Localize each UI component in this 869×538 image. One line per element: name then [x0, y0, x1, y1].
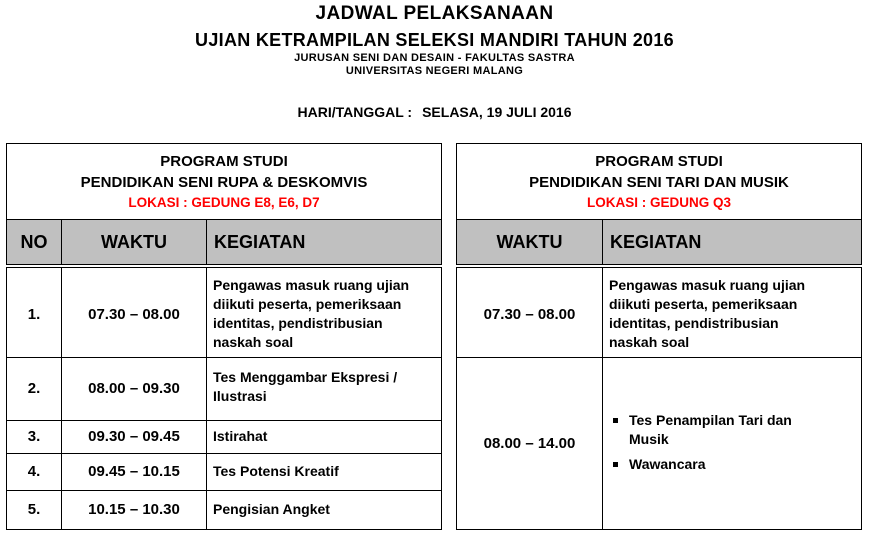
right-column-header — [456, 219, 862, 265]
right-col-kegiatan: KEGIATAN — [610, 231, 702, 252]
left-column-header — [6, 219, 442, 265]
bullet-item-2: Wawancara — [607, 455, 792, 474]
right-row-2-waktu: 08.00 – 14.00 — [483, 435, 576, 452]
table-row-4-no: 4. — [27, 463, 41, 480]
right-location: LOKASI : GEDUNG Q3 — [586, 195, 731, 210]
university-line: UNIVERSITAS NEGERI MALANG — [345, 65, 524, 77]
table-row-3-waktu: 09.30 – 09.45 — [88, 428, 180, 445]
table-row-5-no: 5. — [27, 501, 41, 518]
left-program-title — [6, 143, 442, 220]
left-title-line2: PENDIDIKAN SENI RUPA & DESKOMVIS — [80, 174, 368, 191]
bullet-icon — [613, 462, 618, 467]
right-col-waktu: WAKTU — [496, 231, 563, 252]
right-title-line2: PENDIDIKAN SENI TARI DAN MUSIK — [529, 174, 789, 191]
doc-subtitle: UJIAN KETRAMPILAN SELEKSI MANDIRI TAHUN 2016 — [195, 30, 674, 50]
schedule-date — [0, 104, 869, 120]
table-row-2-kegiatan: Tes Menggambar Ekspresi / Ilustrasi — [213, 369, 398, 404]
table-row-1-no: 1. — [27, 306, 41, 323]
left-title-line1: PROGRAM STUDI — [160, 153, 288, 170]
table-row-2-waktu: 08.00 – 09.30 — [88, 380, 180, 397]
right-row-1-kegiatan: Pengawas masuk ruang ujian diikuti peserta, pemeriksaan identitas, pendistribusian naskah soal — [609, 277, 806, 350]
right-row-1-waktu: 07.30 – 08.00 — [483, 306, 576, 323]
doc-title: JADWAL PELAKSANAAN — [315, 3, 554, 24]
table-row-5-kegiatan: Pengisian Angket — [213, 501, 330, 517]
table-row-4-kegiatan: Tes Potensi Kreatif — [213, 463, 339, 479]
date-label: HARI/TANGGAL : — [297, 104, 413, 120]
bullet-icon — [613, 418, 618, 423]
right-row-2-kegiatan — [607, 411, 792, 474]
table-row-2-no: 2. — [27, 380, 41, 397]
bullet-item-1: Tes Penampilan Tari dan Musik — [607, 411, 792, 449]
right-title-line1: PROGRAM STUDI — [595, 153, 723, 170]
table-row-4-waktu: 09.45 – 10.15 — [88, 463, 180, 480]
col-waktu: WAKTU — [101, 231, 167, 252]
left-location: LOKASI : GEDUNG E8, E6, D7 — [128, 195, 320, 210]
department-line: JURUSAN SENI DAN DESAIN - FAKULTAS SASTRA — [294, 52, 575, 64]
table-row-1-waktu: 07.30 – 08.00 — [88, 306, 180, 323]
right-table-body — [456, 267, 862, 530]
col-kegiatan: KEGIATAN — [214, 231, 306, 252]
right-program-title — [456, 143, 862, 220]
date-value: SELASA, 19 JULI 2016 — [422, 104, 572, 120]
table-row-5-waktu: 10.15 – 10.30 — [88, 501, 180, 518]
table-row-1-kegiatan: Pengawas masuk ruang ujian diikuti peserta, pemeriksaan identitas, pendistribusian naskah soal — [213, 277, 410, 350]
col-no: NO — [20, 231, 48, 252]
left-table-body — [6, 267, 442, 530]
table-row-3-kegiatan: Istirahat — [213, 428, 268, 444]
table-row-3-no: 3. — [27, 428, 41, 445]
